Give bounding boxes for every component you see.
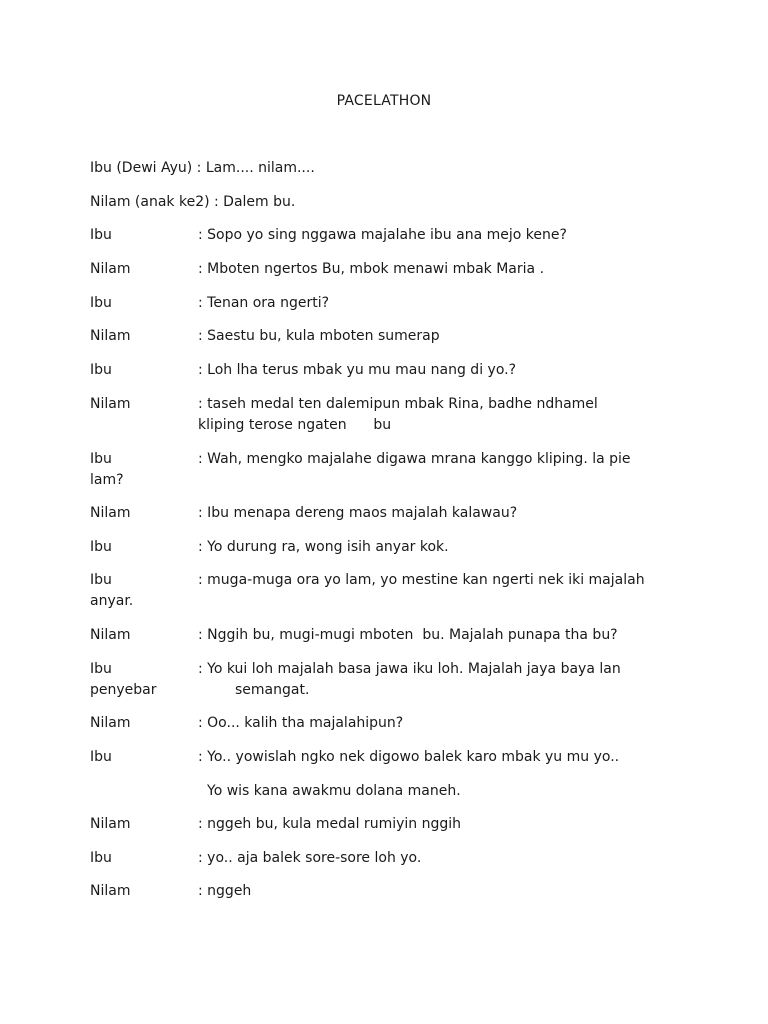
speaker-name: Ibu: [90, 749, 112, 765]
dialogue-text: : Ibu menapa dereng maos majalah kalawau?: [198, 505, 518, 521]
speaker-name: Ibu: [90, 850, 112, 866]
dialogue-text-continued: penyebar: [90, 682, 157, 698]
dialogue-text: : Wah, mengko majalahe digawa mrana kanggo kliping. la pie: [198, 451, 631, 467]
dialogue-text: : nggeh bu, kula medal rumiyin nggih: [198, 816, 461, 832]
dialogue-text-continued: lam?: [90, 472, 124, 488]
speaker-name: Ibu: [90, 572, 112, 588]
dialogue-text: : yo.. aja balek sore-sore loh yo.: [198, 850, 422, 866]
speaker-name: Ibu: [90, 661, 112, 677]
dialogue-text: : Saestu bu, kula mboten sumerap: [198, 328, 440, 344]
dialogue-text-continued: anyar.: [90, 593, 134, 609]
speaker-name: Nilam: [90, 261, 131, 277]
dialogue-text: : Tenan ora ngerti?: [198, 295, 330, 311]
dialogue-text-continued: kliping terose ngaten bu: [198, 417, 392, 433]
dialogue-text: Ibu (Dewi Ayu) : Lam.... nilam....: [90, 160, 315, 176]
dialogue-text-continued: Yo wis kana awakmu dolana maneh.: [207, 783, 461, 799]
speaker-name: Ibu: [90, 539, 112, 555]
document-title: PACELATHON: [336, 93, 432, 109]
speaker-name: Nilam: [90, 396, 131, 412]
dialogue-text: Nilam (anak ke2) : Dalem bu.: [90, 194, 296, 210]
dialogue-text: : Mboten ngertos Bu, mbok menawi mbak Maria .: [198, 261, 545, 277]
speaker-name: Nilam: [90, 715, 131, 731]
speaker-name: Nilam: [90, 816, 131, 832]
dialogue-text: : nggeh: [198, 883, 252, 899]
speaker-name: Ibu: [90, 227, 112, 243]
speaker-name: Nilam: [90, 328, 131, 344]
dialogue-text: : Yo kui loh majalah basa jawa iku loh. Majalah jaya baya lan: [198, 661, 621, 677]
speaker-name: Ibu: [90, 362, 112, 378]
dialogue-text: : Oo... kalih tha majalahipun?: [198, 715, 404, 731]
dialogue-text: : muga-muga ora yo lam, yo mestine kan ngerti nek iki majalah: [198, 572, 645, 588]
speaker-name: Nilam: [90, 627, 131, 643]
dialogue-text: : Sopo yo sing nggawa majalahe ibu ana mejo kene?: [198, 227, 567, 243]
dialogue-text: : Yo durung ra, wong isih anyar kok.: [198, 539, 449, 555]
dialogue-text: : Yo.. yowislah ngko nek digowo balek karo mbak yu mu yo..: [198, 749, 620, 765]
dialogue-text: : taseh medal ten dalemipun mbak Rina, badhe ndhamel: [198, 396, 598, 412]
dialogue-text-continued: semangat.: [235, 682, 310, 698]
speaker-name: Ibu: [90, 295, 112, 311]
speaker-name: Nilam: [90, 883, 131, 899]
dialogue-text: : Loh lha terus mbak yu mu mau nang di yo.?: [198, 362, 517, 378]
dialogue-text: : Nggih bu, mugi-mugi mboten bu. Majalah punapa tha bu?: [198, 627, 618, 643]
speaker-name: Nilam: [90, 505, 131, 521]
speaker-name: Ibu: [90, 451, 112, 467]
